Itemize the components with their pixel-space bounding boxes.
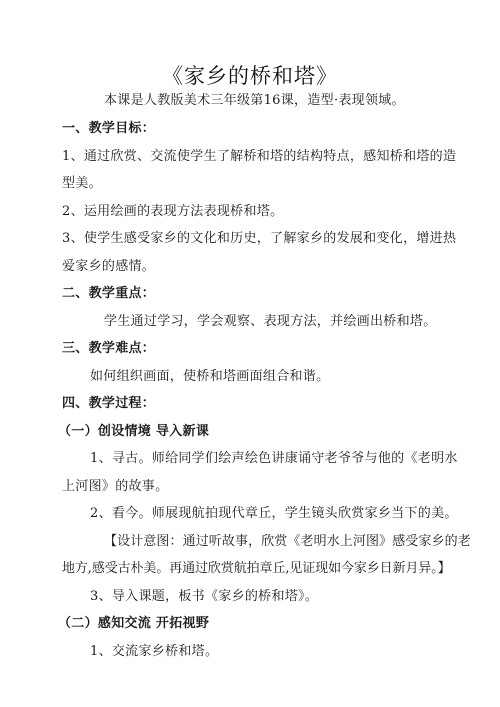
objective-1-line-1: 1、通过欣赏、交流使学生了解桥和塔的结构特点，感知桥和塔的造 — [62, 149, 457, 164]
design-intent-line-1: 【设计意图：通过听故事，欣赏《老明水上河图》感受家乡的老 — [104, 534, 471, 549]
objective-2: 2、运用绘画的表现方法表现桥和塔。 — [62, 204, 284, 219]
objective-3-line-1: 3、使学生感受家乡的文化和历史，了解家乡的发展和变化，增进热 — [62, 231, 457, 246]
key-points-text: 学生通过学习，学会观察、表现方法，并绘画出桥和塔。 — [104, 314, 437, 329]
intro-paragraph: 本课是人教版美术三年级第16课，造型·表现领域。 — [104, 93, 405, 108]
process-step-2: 2、看今。师展现航拍现代章丘，学生镜头欣赏家乡当下的美。 — [90, 506, 458, 521]
exchange-step-1: 1、交流家乡桥和塔。 — [90, 644, 219, 659]
process-step-3: 3、导入课题，板书《家乡的桥和塔》。 — [90, 589, 319, 604]
design-intent-line-2: 地方,感受古朴美。再通过欣赏航拍章丘,见证现如今家乡日新月异。】 — [62, 561, 451, 576]
section-heading-key-points: 二、教学重点： — [62, 286, 156, 301]
subsection-heading-2: （二）感知交流 开拓视野 — [58, 616, 210, 631]
section-heading-objectives: 一、教学目标： — [62, 121, 156, 136]
process-step-1-line-2: 上河图》的故事。 — [62, 479, 169, 494]
document-title: 《家乡的桥和塔》 — [162, 64, 338, 88]
subsection-heading-1: （一）创设情境 导入新课 — [58, 424, 210, 439]
section-heading-process: 四、教学过程： — [62, 396, 156, 411]
difficulties-text: 如何组织画面，使桥和塔画面组合和谐。 — [90, 369, 330, 384]
objective-1-line-2: 型美。 — [62, 176, 102, 191]
section-heading-difficulties: 三、教学难点： — [62, 341, 156, 356]
process-step-1-line-1: 1、寻古。师给同学们绘声绘色讲康诵守老爷爷与他的《老明水 — [90, 451, 458, 466]
objective-3-line-2: 爱家乡的感情。 — [62, 259, 156, 274]
